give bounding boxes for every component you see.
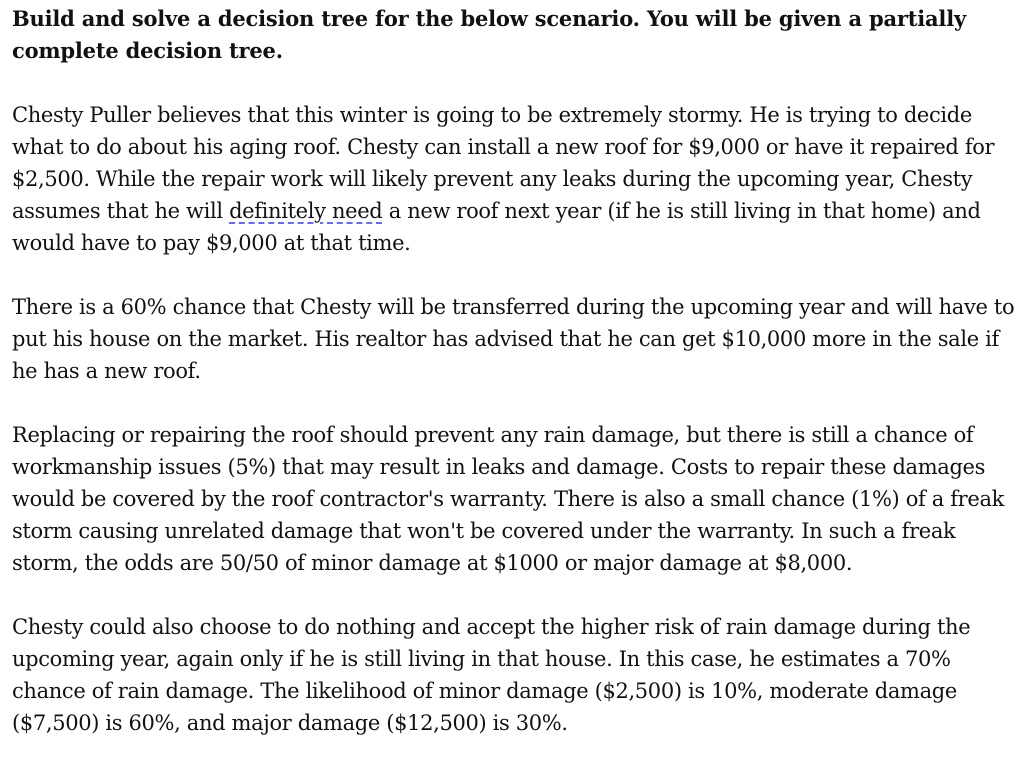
- scenario-paragraph-do-nothing: Chesty could also choose to do nothing and accept the higher risk of rain damage during the upcoming year, again only if he is still living in that house. In this case, he estimates a 70% chance of rain damage. The likelihood of minor damage ($2,500) is 10%, moderate damage ($7,500) is 60%, and major damage ($12,500) is 30%.: [12, 615, 971, 735]
- paragraph-spacer: [12, 579, 1024, 611]
- paragraph-spacer: [12, 259, 1024, 291]
- spellcheck-flagged-phrase[interactable]: definitely need: [229, 199, 383, 223]
- task-heading: Build and solve a decision tree for the below scenario. You will be given a partially complete decision tree.: [12, 6, 966, 63]
- scenario-paragraph-roof-text-end: a new roof next year (if he is still living in that home) and would have to pay $9,000 at that time.: [12, 199, 981, 255]
- scenario-paragraph-transfer: There is a 60% chance that Chesty will be transferred during the upcoming year and will have to put his house on the market. His realtor has advised that he can get $10,000 more in the sale if he has a new roof.: [12, 295, 1015, 383]
- paragraph-spacer: [12, 387, 1024, 419]
- scenario-paragraph-roof: [12, 99, 1024, 259]
- scenario-paragraph-warranty: Replacing or repairing the roof should prevent any rain damage, but there is still a chance of workmanship issues (5%) that may result in leaks and damage. Costs to repair these damages would be covered by the roof contractor's warranty. There is also a small chance (1%) of a freak storm causing unrelated damage that won't be covered under the warranty. In such a freak storm, the odds are 50/50 of minor damage at $1000 or major damage at $8,000.: [12, 423, 1004, 575]
- scenario-paragraph-roof-text-start: Chesty Puller believes that this winter is going to be extremely stormy. He is trying to decide what to do about his aging roof. Chesty can install a new roof for $9,000 or have it repaired for $2,500. While the repair work will likely prevent any leaks during the upcoming year, Chesty assumes that he will: [12, 103, 995, 223]
- paragraph-spacer: [12, 67, 1024, 99]
